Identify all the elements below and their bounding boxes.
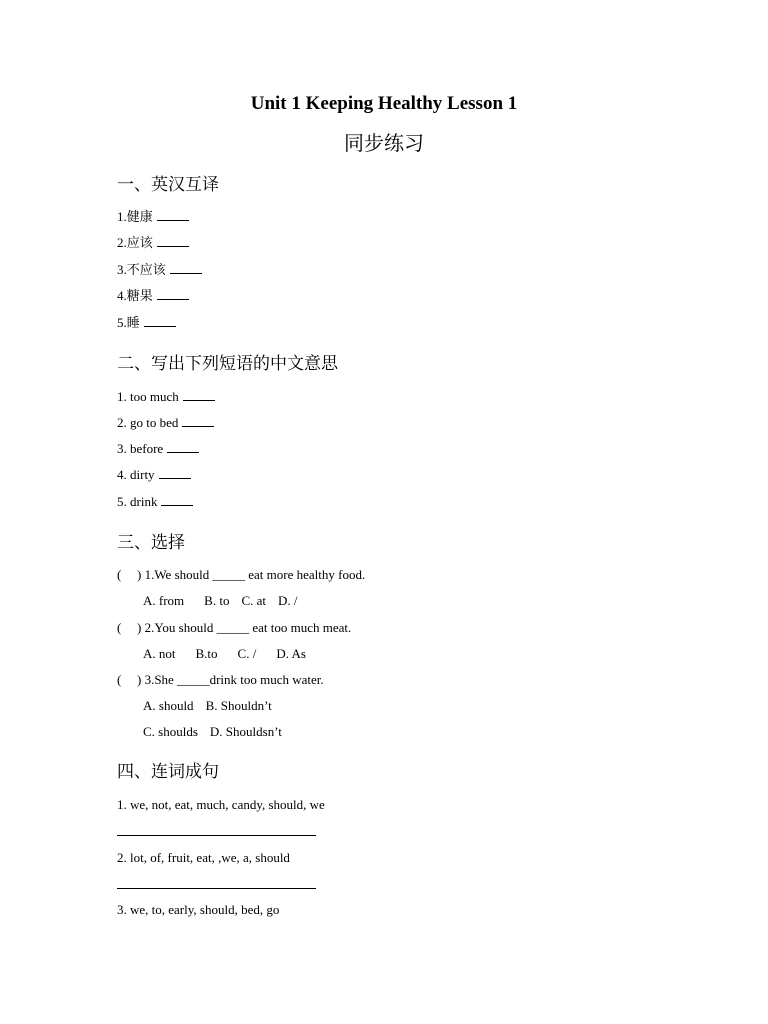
question-1 [117, 567, 365, 583]
section2-item [117, 415, 214, 431]
option-c: C. at [241, 593, 267, 608]
answer-blank [167, 441, 199, 453]
question-3-options-row1 [143, 698, 272, 714]
section2-item [117, 389, 215, 405]
page-title: Unit 1 Keeping Healthy Lesson 1 [250, 93, 518, 114]
item-text: 5. drink [117, 494, 158, 509]
sentence-prompt-3: 3. we, to, early, should, bed, go [117, 902, 280, 917]
answer-line-1 [117, 835, 316, 836]
answer-paren: ( [117, 672, 122, 687]
item-text: 2. go to bed [117, 415, 179, 430]
question-2 [117, 620, 351, 636]
answer-blank [170, 262, 202, 274]
answer-paren: ( [117, 620, 122, 635]
answer-line-2 [117, 888, 316, 889]
section3-heading: 三、选择 [117, 533, 185, 553]
section4-heading: 四、连词成句 [117, 762, 219, 782]
option-a: A. should [143, 698, 194, 713]
section1-item [117, 235, 189, 251]
question-1-options [143, 593, 298, 609]
answer-paren: ( [117, 567, 122, 582]
section1-heading: 一、英汉互译 [117, 175, 219, 195]
item-text: 1. too much [117, 389, 179, 404]
sentence-prompt-2: 2. lot, of, fruit, eat, ,we, a, should [117, 850, 290, 865]
answer-blank [157, 209, 189, 221]
answer-blank [161, 494, 193, 506]
question-3 [117, 672, 324, 688]
item-text: 3. before [117, 441, 164, 456]
sentence-prompt-1: 1. we, not, eat, much, candy, should, we [117, 797, 325, 812]
item-text: 3.不应该 [117, 262, 166, 277]
section2-item [117, 467, 191, 483]
question-text: ) 3.She _____drink too much water. [137, 672, 324, 687]
option-d: D. / [278, 593, 298, 608]
section1-item [117, 315, 176, 331]
item-text: 1.健康 [117, 209, 153, 224]
option-a: A. not [143, 646, 176, 661]
question-text: ) 2.You should _____ eat too much meat. [137, 620, 352, 635]
item-text: 2.应该 [117, 235, 153, 250]
option-c: C. shoulds [143, 724, 198, 739]
answer-blank [159, 467, 191, 479]
question-2-options [143, 646, 306, 662]
section1-item [117, 262, 202, 278]
item-text: 5.睡 [117, 315, 140, 330]
answer-blank [157, 235, 189, 247]
question-text: ) 1.We should _____ eat more healthy food. [137, 567, 366, 582]
option-b: B. Shouldn’t [205, 698, 272, 713]
option-d: D. Shouldsn’t [209, 724, 282, 739]
option-a: A. from [143, 593, 185, 608]
answer-blank [144, 315, 176, 327]
question-3-options-row2 [143, 724, 282, 740]
option-b: B.to [195, 646, 218, 661]
section2-item [117, 494, 193, 510]
section1-item [117, 209, 189, 225]
answer-blank [183, 389, 215, 401]
page-subtitle: 同步练习 [344, 131, 424, 155]
item-text: 4.糖果 [117, 288, 153, 303]
answer-blank [157, 288, 189, 300]
section1-item [117, 288, 189, 304]
section2-heading: 二、写出下列短语的中文意思 [117, 354, 338, 374]
answer-blank [182, 415, 214, 427]
option-c: C. / [237, 646, 257, 661]
option-d: D. As [276, 646, 306, 661]
item-text: 4. dirty [117, 467, 155, 482]
section2-item [117, 441, 199, 457]
option-b: B. to [204, 593, 230, 608]
